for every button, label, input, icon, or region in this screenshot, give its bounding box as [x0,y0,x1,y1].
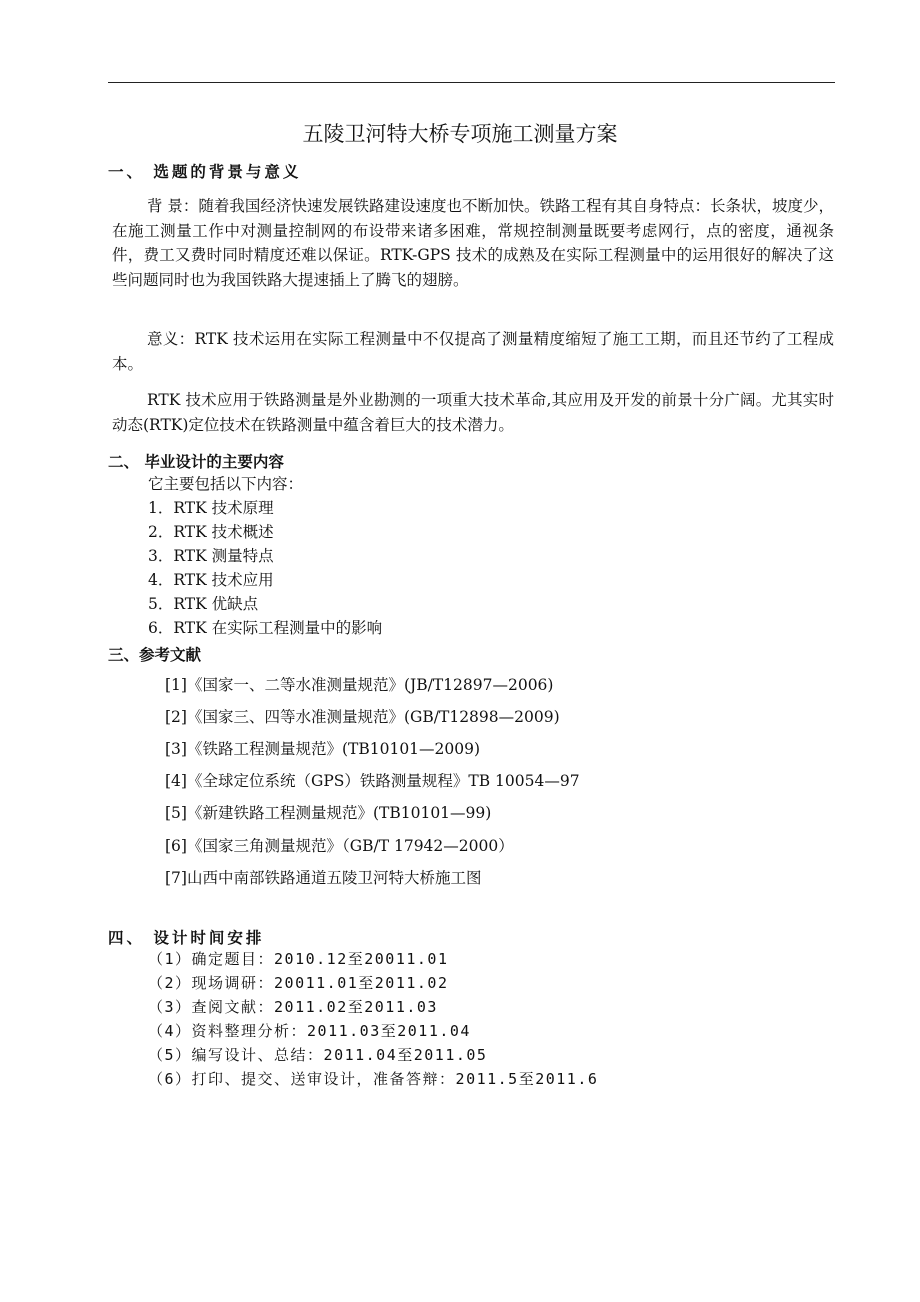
reference-item: [1]《国家一、二等水准测量规范》(JB/T12897—2006) [165,676,554,694]
content-item: 5．RTK 优缺点 [148,595,259,613]
paragraph-significance: 意义：RTK 技术运用在实际工程测量中不仅提高了测量精度缩短了施工工期，而且还节约了工程成本。 [112,330,834,373]
reference-item: [3]《铁路工程测量规范》(TB10101—2009) [165,740,481,758]
reference-item: [5]《新建铁路工程测量规范》(TB10101—99) [165,804,492,822]
section-1-heading: 一、 选题的背景与意义 [108,163,302,181]
section-4-heading: 四、 设计时间安排 [108,929,265,947]
reference-item: [7]山西中南部铁路通道五陵卫河特大桥施工图 [165,869,482,887]
content-intro: 它主要包括以下内容： [148,475,304,493]
reference-item: [6]《国家三角测量规范》（GB/T 17942—2000） [165,837,514,855]
schedule-item: （6）打印、提交、送审设计，准备答辩：2011.5至2011.6 [148,1070,599,1088]
content-item: 6．RTK 在实际工程测量中的影响 [148,619,383,637]
document-title: 五陵卫河特大桥专项施工测量方案 [302,122,618,146]
schedule-item: （3）查阅文献：2011.02至2011.03 [148,998,438,1016]
schedule-item: （2）现场调研：20011.01至2011.02 [148,974,449,992]
schedule-item: （1）确定题目：2010.12至20011.01 [148,950,449,968]
paragraph-background: 背 景：随着我国经济快速发展铁路建设速度也不断加快。铁路工程有其自身特点：长条状，坡度少，在施工测量工作中对测量控制网的布设带来诸多困难，常规控制测量既要考虑网行，点的密度，通视条件，费工又费时同时精度还难以保证。RTK-GPS 技术的成熟及在实际工程测量中的运用很好的解决了这些问题同时也为我国铁路大提速插上了腾飞的翅膀。 [112,197,834,289]
reference-item: [2]《国家三、四等水准测量规范》(GB/T12898—2009) [165,708,560,726]
paragraph-rtk-application: RTK 技术应用于铁路测量是外业勘测的一项重大技术革命,其应用及开发的前景十分广阔。尤其实时动态(RTK)定位技术在铁路测量中蕴含着巨大的技术潜力。 [112,391,834,434]
content-item: 1．RTK 技术原理 [148,499,274,517]
content-item: 2．RTK 技术概述 [148,523,274,541]
content-item: 4．RTK 技术应用 [148,571,274,589]
schedule-item: （5）编写设计、总结：2011.04至2011.05 [148,1046,488,1064]
header-rule [108,82,835,83]
section-2-heading: 二、 毕业设计的主要内容 [108,453,284,471]
reference-item: [4]《全球定位系统（GPS）铁路测量规程》TB 10054—97 [165,772,580,790]
schedule-item: （4）资料整理分析：2011.03至2011.04 [148,1022,471,1040]
content-item: 3．RTK 测量特点 [148,547,274,565]
section-3-heading: 三、参考文献 [108,646,202,664]
